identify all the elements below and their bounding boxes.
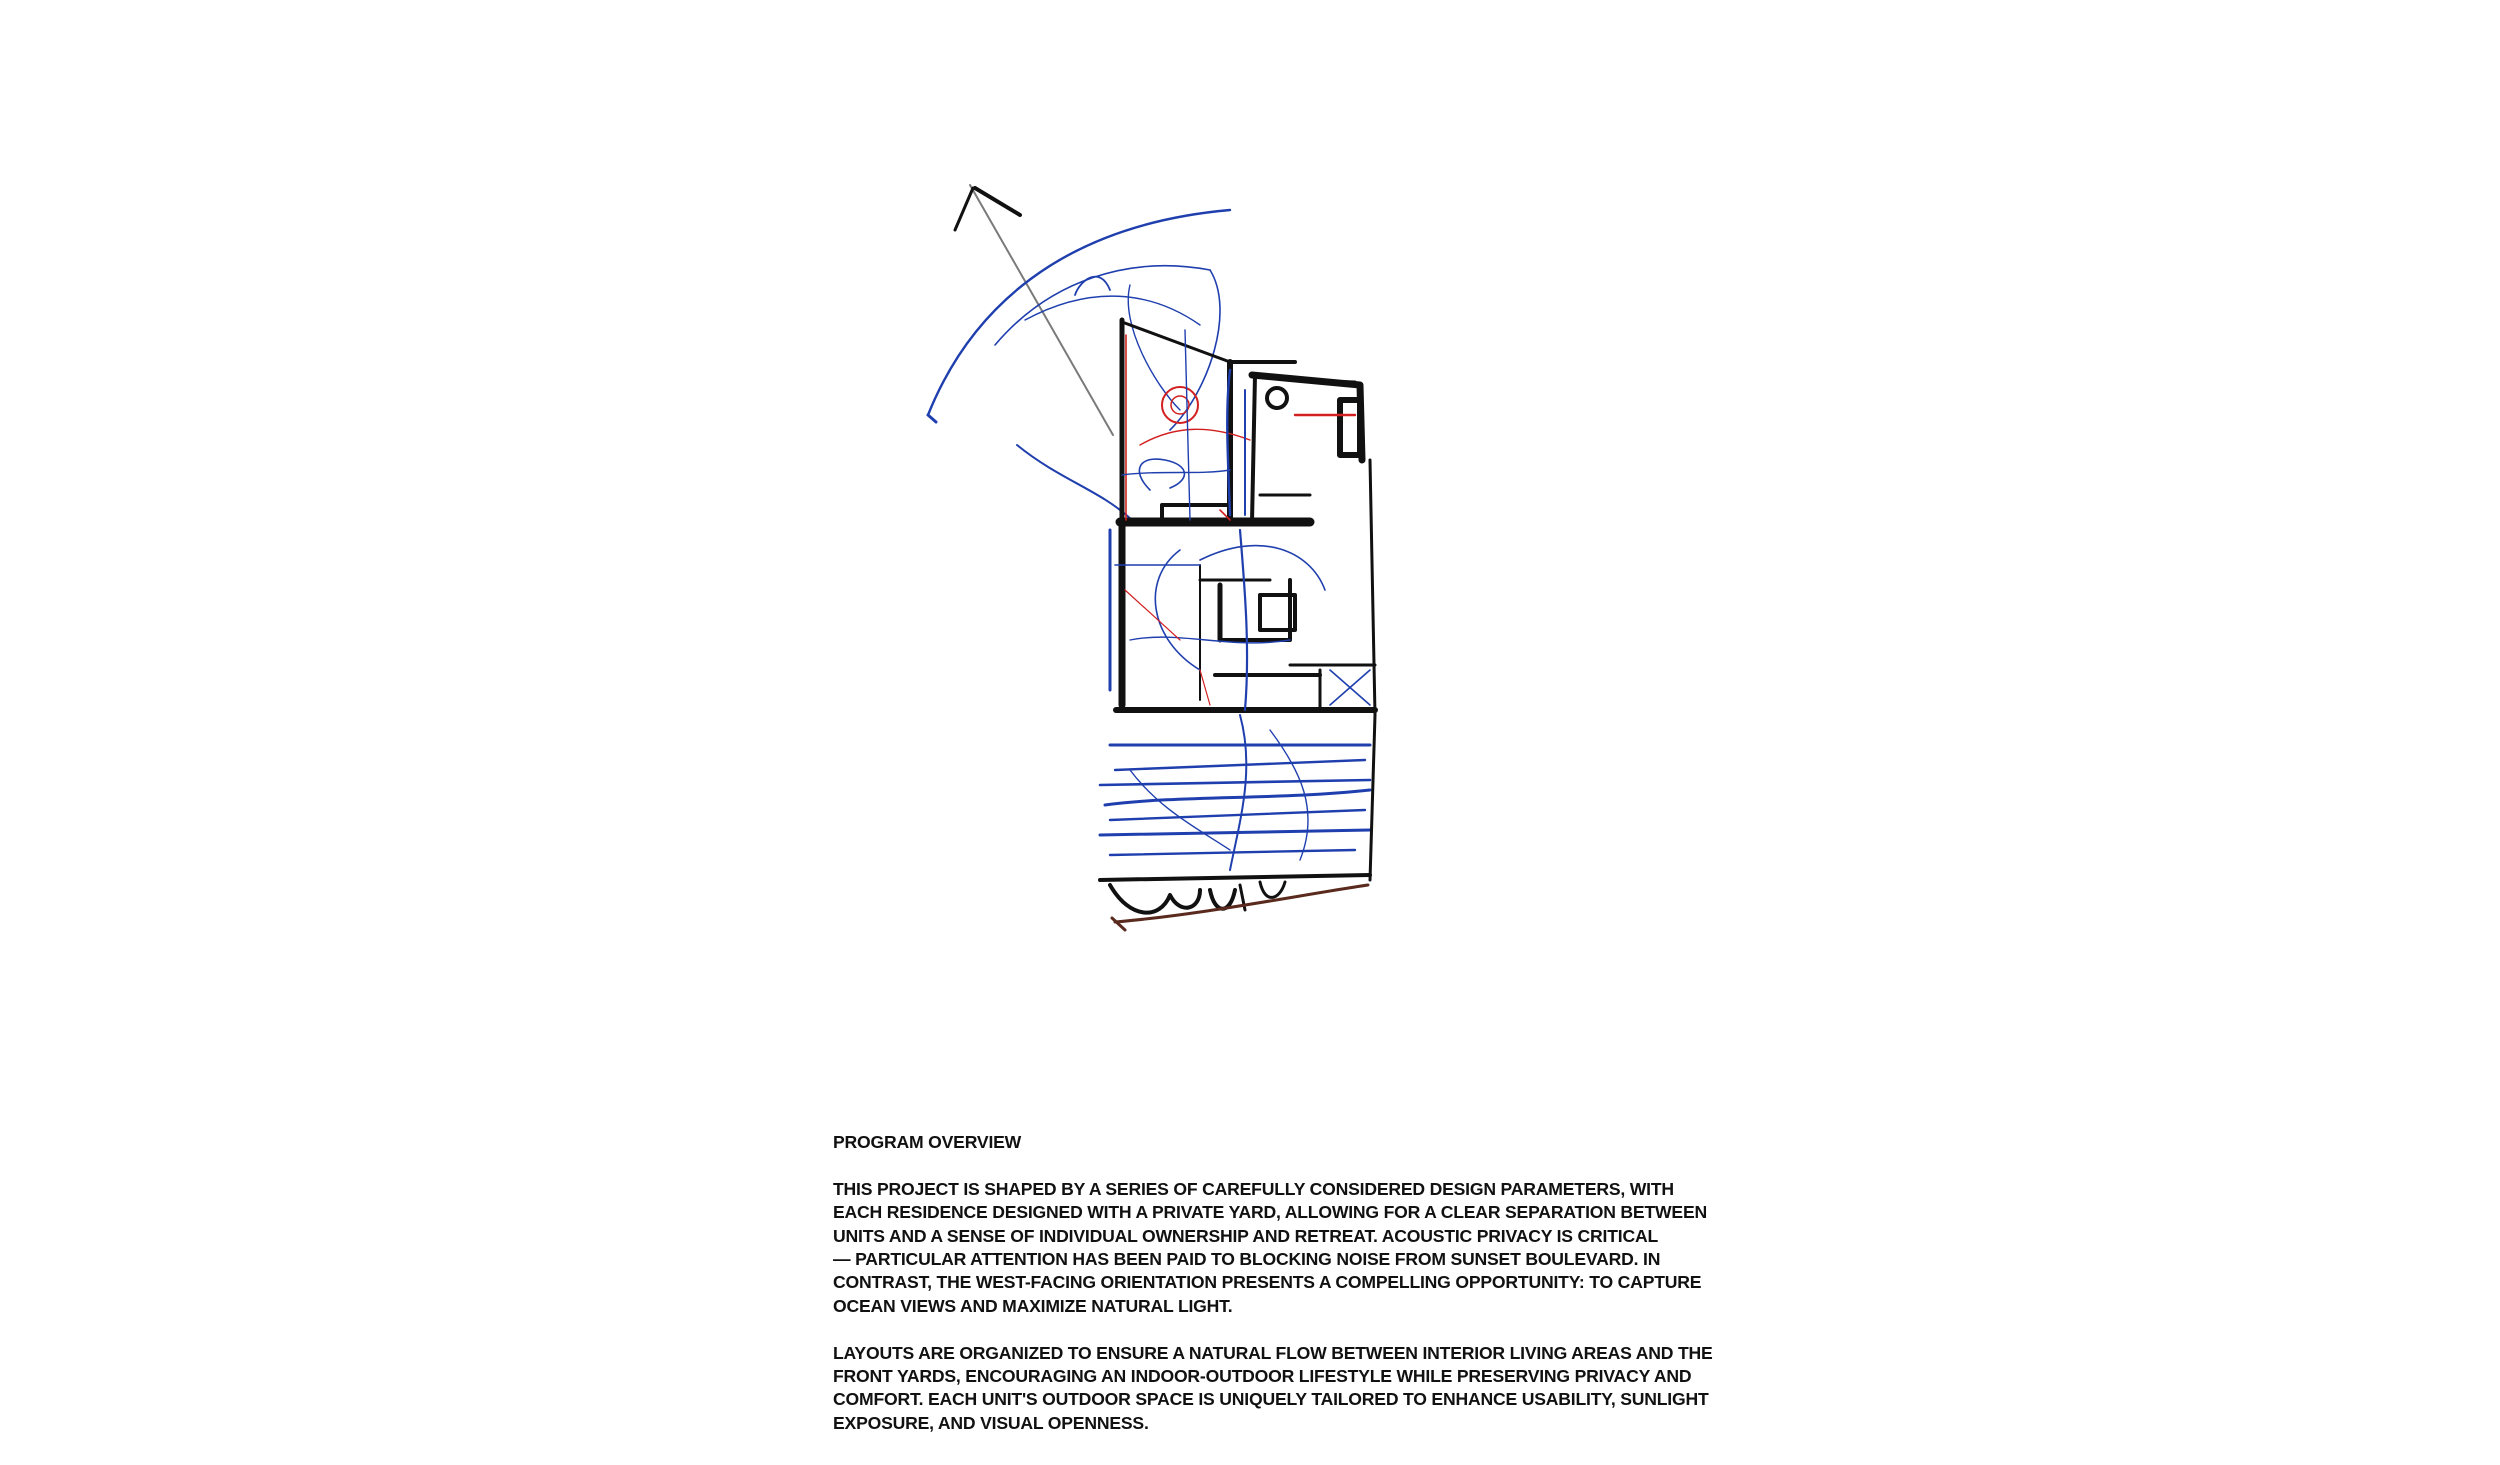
section-heading: PROGRAM OVERVIEW (833, 1132, 1022, 1152)
paragraph-1: THIS PROJECT IS SHAPED BY A SERIES OF CAREFULLY CONSIDERED DESIGN PARAMETERS, WITH EACH RESIDENCE DESIGNED WITH A PRIVATE YARD, ALLOWING FOR A CLEAR SEPARATION BETWEEN UNITS AND A SENSE OF INDIVIDUAL OWNERSHIP AND RETREAT. ACOUSTIC PRIVACY IS CRITICAL — PARTICULAR ATTENTION HAS BEEN PAID TO BLOCKING NOISE FROM SUNSET BOULEVARD. IN CONTRAST, THE WEST-FACING ORIENTATION PRESENTS A COMPELLING OPPORTUNITY: TO CAPTURE OCEAN VIEWS AND MAXIMIZE NATURAL LIGHT. (833, 1178, 1708, 1316)
north-arrow-icon (955, 185, 1113, 435)
front-yard-lines (1100, 715, 1370, 870)
upper-unit-outline (1120, 320, 1362, 522)
upper-unit-blue-lines (1122, 330, 1245, 520)
program-overview-text (833, 1131, 1713, 1459)
middle-unit-red-lines (1125, 590, 1210, 705)
sketch-drawing (900, 170, 1420, 1000)
paragraph-2: LAYOUTS ARE ORGANIZED TO ENSURE A NATURAL FLOW BETWEEN INTERIOR LIVING AREAS AND THE FRONT YARDS, ENCOURAGING AN INDOOR-OUTDOOR LIFESTYLE WHILE PRESERVING PRIVACY AND COMFORT. EACH UNIT'S OUTDOOR SPACE IS UNIQUELY TAILORED TO ENHANCE USABILITY, SUNLIGHT EXPOSURE, AND VISUAL OPENNESS. (833, 1342, 1713, 1433)
middle-unit-blue-lines (1110, 530, 1370, 710)
floor-plan-sketch (900, 170, 1420, 1000)
